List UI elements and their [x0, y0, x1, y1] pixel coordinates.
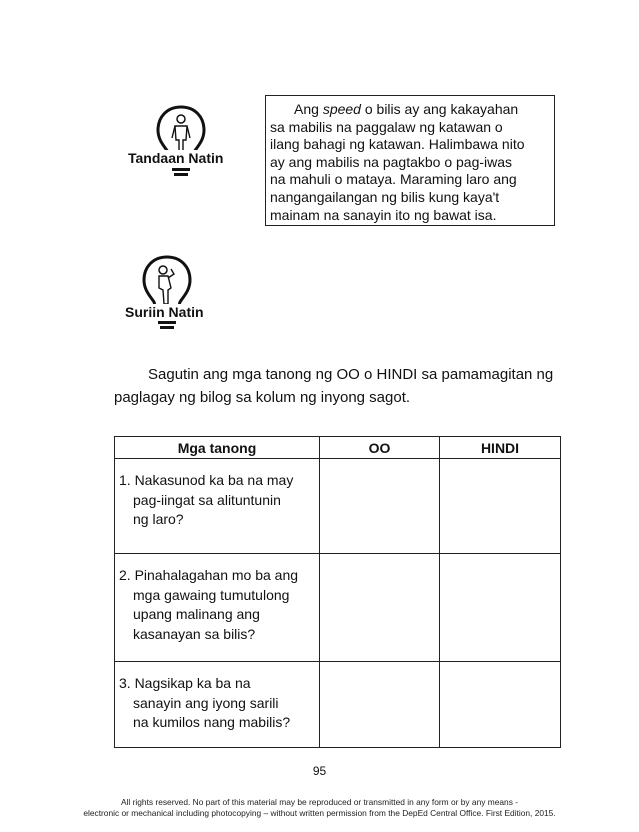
speed-definition-paragraph: Ang speed o bilis ay ang kakayahan sa mabilis na paggalaw ng katawan o ilang bahagi ng katawan. Halimbawa nito ay ang mabilis na pagtakbo o pag-iwas na mahuli o mataya. Maraming laro ang nangangailangan ng bilis kung kaya't mainam na sanayin ito ng bawat isa. [270, 101, 525, 223]
instruction-line-2: paglagay ng bilog sa kolum ng inyong sagot. [114, 389, 411, 406]
question-line: kasanayan sa bilis? [133, 625, 256, 642]
hindi-answer-cell[interactable] [440, 459, 561, 554]
instruction-line-1: Sagutin ang mga tanong ng OO o HINDI sa pamamagitan ng [148, 366, 554, 383]
hindi-answer-cell[interactable] [440, 554, 561, 662]
header-hindi: HINDI [440, 437, 561, 459]
question-line: mga gawaing tumutulong [133, 586, 290, 603]
question-line: 1. Nakasunod ka ba na may [119, 472, 294, 488]
question-cell [115, 459, 320, 554]
question-line: ng laro? [133, 511, 184, 527]
table-row [115, 554, 561, 662]
tandaan-natin-label: Tandaan Natin [128, 150, 224, 166]
question-line: upang malinang ang [133, 606, 260, 622]
header-oo: OO [320, 437, 440, 459]
copyright-footer [0, 797, 639, 819]
question-cell [115, 662, 320, 748]
oo-answer-cell[interactable] [320, 459, 440, 554]
question-line: pag-iingat sa alituntunin [133, 491, 281, 508]
table-header-row [115, 437, 561, 459]
tandaan-natin-lightbulb-icon [155, 104, 207, 182]
suriin-natin-lightbulb-icon [141, 254, 193, 336]
questions-table [114, 436, 561, 748]
question-line: 3. Nagsikap ka ba na [119, 675, 251, 691]
page-number: 95 [312, 764, 327, 778]
footer-line-2: electronic or mechanical including photocopying – without written permission from the DepEd Central Office. First Edition, 2015. [83, 808, 556, 818]
oo-answer-cell[interactable] [320, 554, 440, 662]
hindi-answer-cell[interactable] [440, 662, 561, 748]
question-cell [115, 554, 320, 662]
footer-line-1: All rights reserved. No part of this material may be reproduced or transmitted in any form or by any means - [120, 797, 519, 807]
suriin-natin-label: Suriin Natin [125, 304, 204, 320]
table-row [115, 459, 561, 554]
question-line: 2. Pinahalagahan mo ba ang [119, 567, 299, 583]
header-mga-tanong: Mga tanong [115, 437, 320, 459]
tandaan-natin-note-box [265, 95, 555, 226]
table-row [115, 662, 561, 748]
oo-answer-cell[interactable] [320, 662, 440, 748]
question-line: sanayin ang iyong sarili [133, 694, 279, 711]
instruction-text [114, 363, 564, 409]
question-line: na kumilos nang mabilis? [133, 714, 291, 730]
